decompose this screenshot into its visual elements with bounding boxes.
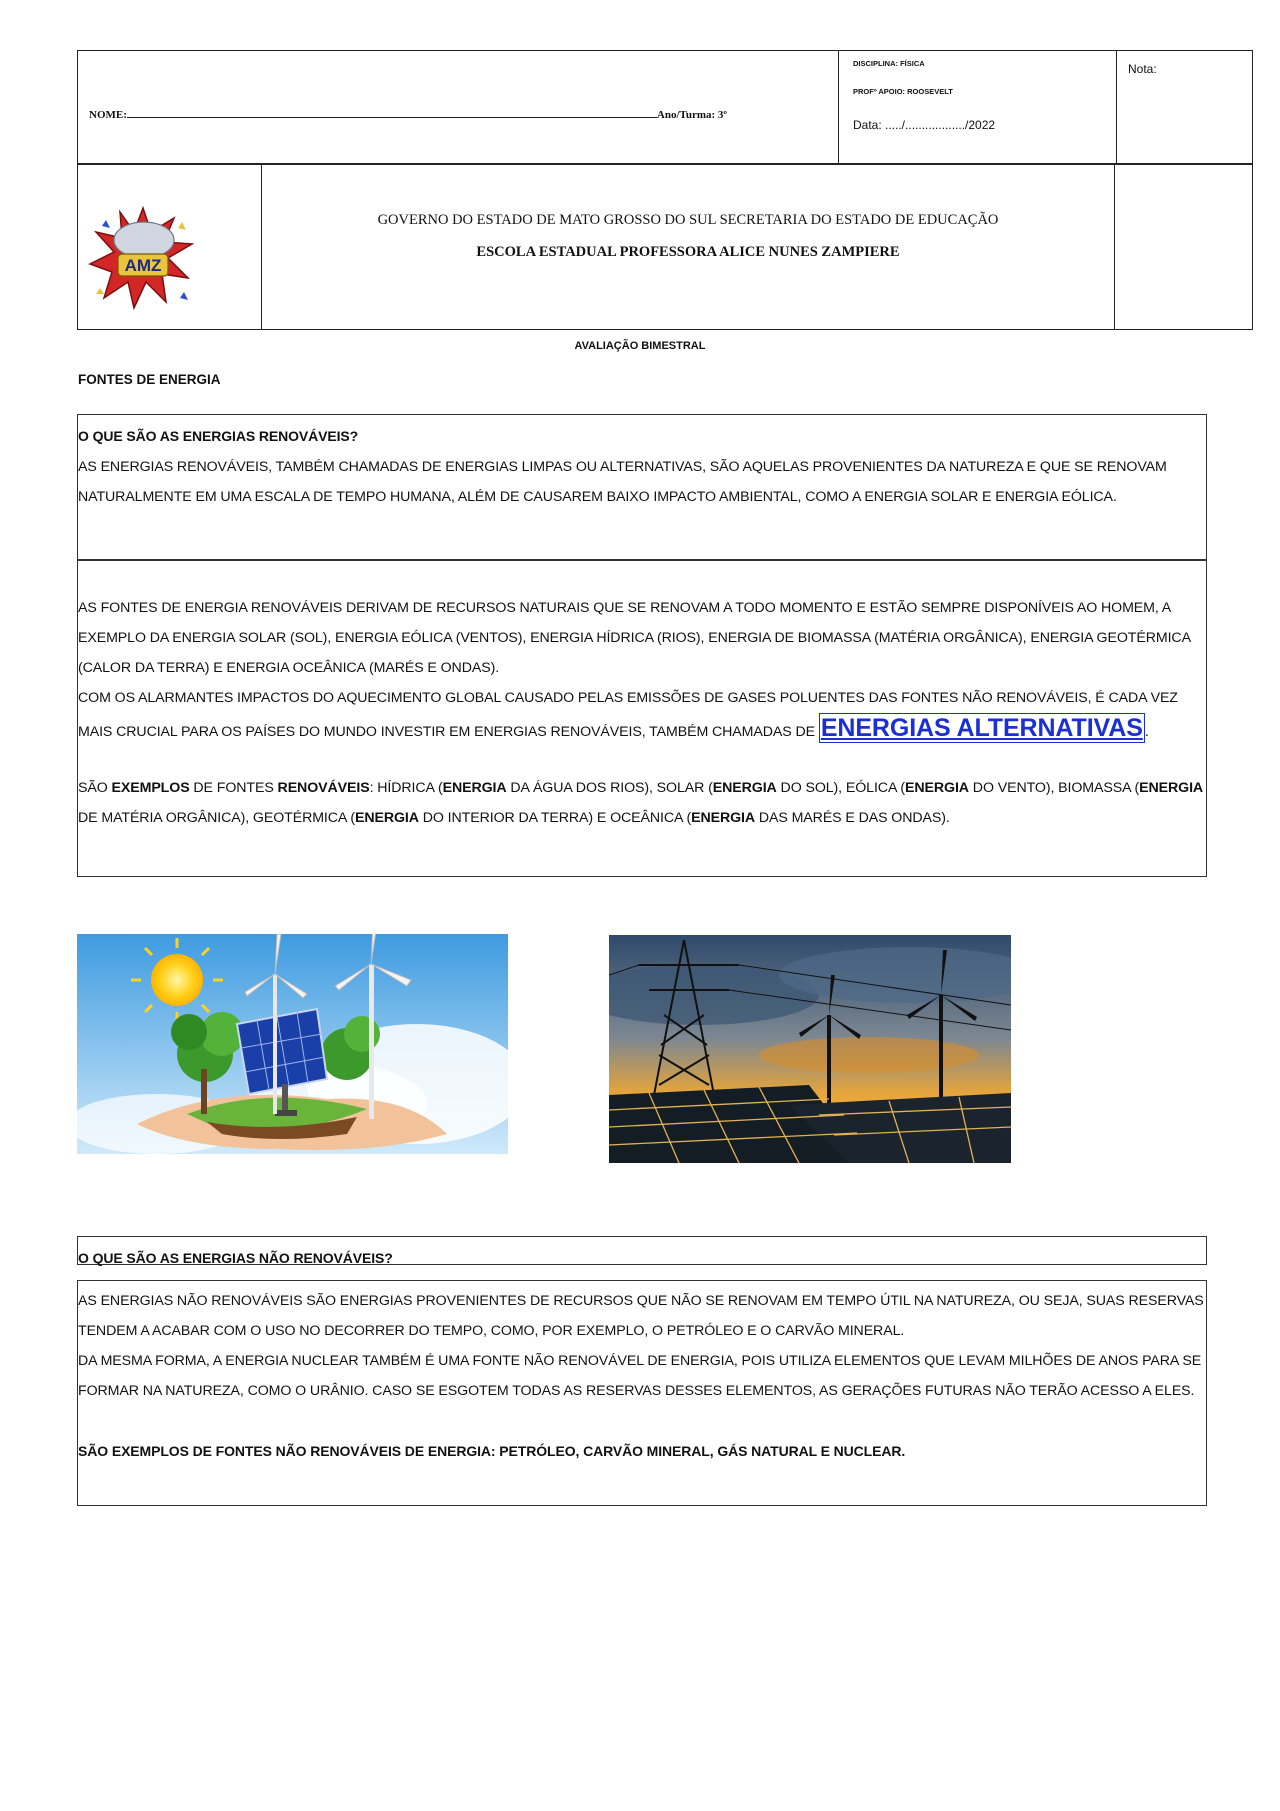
renewable-illustration <box>77 934 508 1154</box>
header-empty-cell <box>1114 164 1253 330</box>
logo-text: AMZ <box>124 256 162 275</box>
date-field[interactable]: Data: ...../................../2022 <box>853 118 996 132</box>
school-logo <box>88 202 198 314</box>
ex-bold-8: ENERGIA <box>691 810 756 826</box>
teacher-label: PROFº APOIO: ROOSEVELT <box>853 87 953 96</box>
alternative-energy-link[interactable]: ENERGIAS ALTERNATIVAS <box>820 714 1143 742</box>
ex-bold-6: ENERGIA <box>1139 780 1204 796</box>
ex-text-6: DO VENTO), BIOMASSA ( <box>968 780 1140 796</box>
government-title: GOVERNO DO ESTADO DE MATO GROSSO DO SUL SECRETARIA DO ESTADO DE EDUCAÇÃO <box>377 212 999 228</box>
ex-text-9: DAS MARÉS E DAS ONDAS). <box>755 810 950 826</box>
ex-text-8: DO INTERIOR DA TERRA) E OCEÂNICA ( <box>418 810 692 826</box>
ex-text-2: DE FONTES <box>189 780 278 796</box>
renewable-heading: O QUE SÃO AS ENERGIAS RENOVÁVEIS? <box>78 428 359 444</box>
energy-sunset-photo <box>609 935 1011 1163</box>
ex-bold-3: ENERGIA <box>442 780 507 796</box>
non-renewable-heading-box <box>77 1236 1207 1265</box>
non-renewable-paragraph-2: DA MESMA FORMA, A ENERGIA NUCLEAR TAMBÉM É UMA FONTE NÃO RENOVÁVEL DE ENERGIA, POIS UTILIZA ELEMENTOS QUE LEVAM MILHÕES DE ANOS PARA SE FORMAR NA NATUREZA, COMO O URÂNIO. CASO SE ESGOTEM TODAS AS RESERVAS DESSES ELEMENTOS, AS GERAÇÕES FUTURAS NÃO TERÃO ACESSO A ELES. <box>78 1353 1202 1399</box>
topic-title: FONTES DE ENERGIA <box>78 372 221 387</box>
ex-bold-2: RENOVÁVEIS <box>277 780 370 796</box>
ex-text-5: DO SOL), EÓLICA ( <box>776 780 905 796</box>
paragraph-2-end: . <box>1144 724 1149 740</box>
grade-label: Nota: <box>1128 62 1157 76</box>
renewable-paragraph-2-text: COM OS ALARMANTES IMPACTOS DO AQUECIMENTO GLOBAL CAUSADO PELAS EMISSÕES DE GASES POLUENTES DAS FONTES NÃO RENOVÁVEIS, É CADA VEZ MAIS CRUCIAL PARA OS PAÍSES DO MUNDO INVESTIR EM ENERGIAS RENOVÁVEIS, TAMBÉM CHAMADAS DE <box>78 690 1178 740</box>
ex-bold-7: ENERGIA <box>354 810 419 826</box>
name-line[interactable] <box>127 108 657 118</box>
assessment-title: AVALIAÇÃO BIMESTRAL <box>574 340 706 352</box>
ex-text-3: : HÍDRICA ( <box>369 780 443 796</box>
discipline-label: DISCIPLINA: FÍSICA <box>853 59 925 68</box>
ex-text-4: DA ÁGUA DOS RIOS), SOLAR ( <box>506 780 713 796</box>
ex-bold-4: ENERGIA <box>712 780 777 796</box>
ex-bold-5: ENERGIA <box>905 780 969 796</box>
renewable-definition: AS ENERGIAS RENOVÁVEIS, TAMBÉM CHAMADAS DE ENERGIAS LIMPAS OU ALTERNATIVAS, SÃO AQUELAS PROVENIENTES DA NATUREZA E QUE SE RENOVAM NATURALMENTE EM UMA ESCALA DE TEMPO HUMANA, ALÉM DE CAUSAREM BAIXO IMPACTO AMBIENTAL, COMO A ENERGIA SOLAR E ENERGIA EÓLICA. <box>78 459 1167 505</box>
renewable-details-box <box>77 560 1207 877</box>
renewable-paragraph-1: AS FONTES DE ENERGIA RENOVÁVEIS DERIVAM DE RECURSOS NATURAIS QUE SE RENOVAM A TODO MOMENTO E ESTÃO SEMPRE DISPONÍVEIS AO HOMEM, A EXEMPLO DA ENERGIA SOLAR (SOL), ENERGIA EÓLICA (VENTOS), ENERGIA HÍDRICA (RIOS), ENERGIA DE BIOMASSA (MATÉRIA ORGÂNICA), ENERGIA GEOTÉRMICA (CALOR DA TERRA) E ENERGIA OCEÂNICA (MARÉS E ONDAS). <box>78 600 1191 676</box>
non-renewable-heading: O QUE SÃO AS ENERGIAS NÃO RENOVÁVEIS? <box>78 1250 393 1266</box>
renewable-definition-box <box>77 414 1207 560</box>
ex-bold-1: EXEMPLOS <box>111 780 190 796</box>
class-label: Ano/Turma: 3º <box>656 109 728 121</box>
renewable-paragraph-2 <box>78 683 1206 747</box>
renewable-examples <box>78 773 1206 833</box>
school-name: ESCOLA ESTADUAL PROFESSORA ALICE NUNES ZAMPIERE <box>476 244 900 260</box>
student-name-field[interactable] <box>89 108 727 121</box>
non-renewable-paragraph-1: AS ENERGIAS NÃO RENOVÁVEIS SÃO ENERGIAS PROVENIENTES DE RECURSOS QUE NÃO SE RENOVAM EM TEMPO ÚTIL NA NATUREZA, OU SEJA, SUAS RESERVAS TENDEM A ACABAR COM O USO NO DECORRER DO TEMPO, COMO, POR EXEMPLO, O PETRÓLEO E O CARVÃO MINERAL. <box>78 1293 1204 1339</box>
name-label: NOME: <box>89 109 127 121</box>
non-renewable-box <box>77 1280 1207 1506</box>
ex-text-1: SÃO <box>78 780 112 796</box>
non-renewable-examples: SÃO EXEMPLOS DE FONTES NÃO RENOVÁVEIS DE ENERGIA: PETRÓLEO, CARVÃO MINERAL, GÁS NATURAL E NUCLEAR. <box>78 1443 906 1459</box>
ex-text-7: DE MATÉRIA ORGÂNICA), GEOTÉRMICA ( <box>78 810 355 826</box>
